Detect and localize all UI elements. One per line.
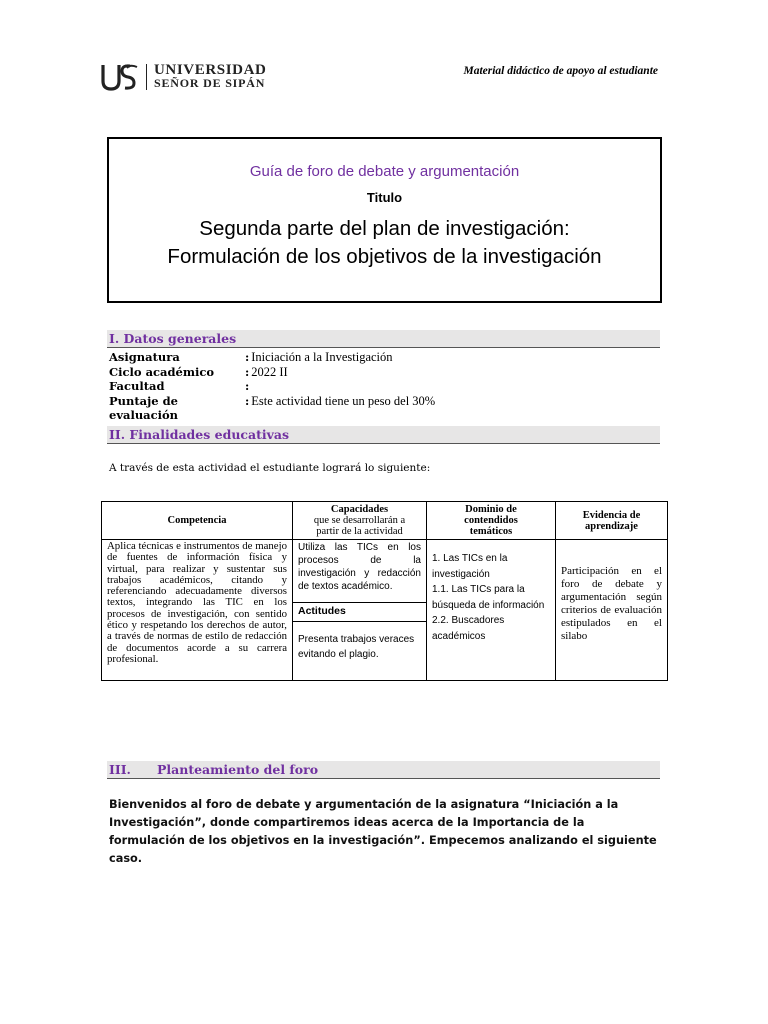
title-box xyxy=(107,137,662,303)
datos-row xyxy=(109,379,435,394)
cell-dominio xyxy=(427,540,556,681)
colon: : xyxy=(245,379,250,393)
page-header xyxy=(100,62,660,96)
table-row xyxy=(102,540,668,681)
header-competencia: Competencia xyxy=(102,502,293,540)
actitudes-text: Presenta trabajos veraces evitando el plagio. xyxy=(298,634,415,660)
header-capacidades-line: partir de la actividad xyxy=(316,526,403,537)
logo-divider xyxy=(146,64,147,90)
header-capacidades-line: que se desarrollarán a xyxy=(313,515,406,526)
datos-value: Iniciación a la Investigación xyxy=(251,350,393,364)
finalidades-intro: A través de esta actividad el estudiante logrará lo siguiente: xyxy=(109,462,431,474)
cell-competencia: Aplica técnicas e instrumentos de manejo de fuentes de información física y virtual, para realizar y sustentar sus trabajos académicos, citando y referenciando adecuadamente diversos textos, integrando las TIC en los procesos de investigación, con sentido ético y respetando los derechos de autor, a través de normas de estilo de redacción de documentos acorde a su carrera profesional. xyxy=(102,540,293,681)
header-capacidades-line: Capacidades xyxy=(330,504,389,515)
section-heading-datos: I. Datos generales xyxy=(107,330,660,348)
competencias-table xyxy=(101,501,668,681)
foro-heading-text: Planteamiento del foro xyxy=(157,762,319,777)
header-evidencia xyxy=(556,502,668,540)
logo-line-1: UNIVERSIDAD xyxy=(154,62,267,78)
datos-label: Puntaje de evaluación xyxy=(109,393,179,422)
dominio-item: 1. Las TICs en la investigación xyxy=(432,553,508,580)
datos-label: Ciclo académico xyxy=(109,364,215,379)
section-heading-finalidades: II. Finalidades educativas xyxy=(107,426,660,444)
colon: : xyxy=(245,364,250,379)
capacidades-text: Utiliza las TICs en los procesos de la investigación y redacción de textos académico. xyxy=(298,542,421,592)
section-heading-foro xyxy=(107,761,660,779)
datos-generales xyxy=(109,350,436,422)
header-dominio-line: Dominio de xyxy=(465,504,517,515)
datos-label: Asignatura xyxy=(109,350,180,364)
main-title-line-1: Segunda parte del plan de investigación: xyxy=(199,217,570,240)
university-logo xyxy=(100,62,266,92)
dominio-item: 2.2. Buscadores académicos xyxy=(432,615,505,642)
datos-label: Facultad xyxy=(109,379,165,393)
datos-row xyxy=(109,350,435,365)
dominio-item: 1.1. Las TICs para la búsqueda de información xyxy=(432,584,545,611)
table-header-row xyxy=(102,502,668,540)
main-title-line-2: Formulación de los objetivos de la investigación xyxy=(167,245,602,268)
title-label: Titulo xyxy=(366,190,403,205)
uss-logo-icon xyxy=(100,62,140,92)
header-dominio xyxy=(427,502,556,540)
cell-capacidades xyxy=(293,540,427,681)
datos-row xyxy=(109,365,435,380)
main-title xyxy=(109,215,660,271)
colon: : xyxy=(245,393,250,408)
datos-row xyxy=(109,393,436,422)
header-dominio-line: contendidos xyxy=(464,515,518,526)
header-note: Material didáctico de apoyo al estudiante xyxy=(463,65,658,77)
header-evidencia-line: aprendizaje xyxy=(585,520,638,532)
colon: : xyxy=(245,350,250,364)
foro-heading-number: III. xyxy=(109,762,131,777)
guide-title: Guía de foro de debate y argumentación xyxy=(249,163,520,180)
header-dominio-line: temáticos xyxy=(469,526,513,537)
actitudes-label: Actitudes xyxy=(293,602,426,622)
foro-intro-text: Bienvenidos al foro de debate y argumentación de la asignatura “Iniciación a la Investigación”, donde compartiremos ideas acerca de la Importancia de la formulación de los objetivos en la investigación”. Empecemos analizando el siguiente caso. xyxy=(109,798,657,865)
cell-evidencia: Participación en el foro de debate y argumentación según criterios de evaluación estipulados en el silabo xyxy=(556,540,668,681)
datos-value: Este actividad tiene un peso del 30% xyxy=(251,393,436,408)
header-evidencia-line: Evidencia de xyxy=(582,509,641,521)
logo-line-2: SEÑOR DE SIPÁN xyxy=(154,76,266,90)
datos-value: 2022 II xyxy=(251,364,288,379)
header-capacidades xyxy=(293,502,427,540)
